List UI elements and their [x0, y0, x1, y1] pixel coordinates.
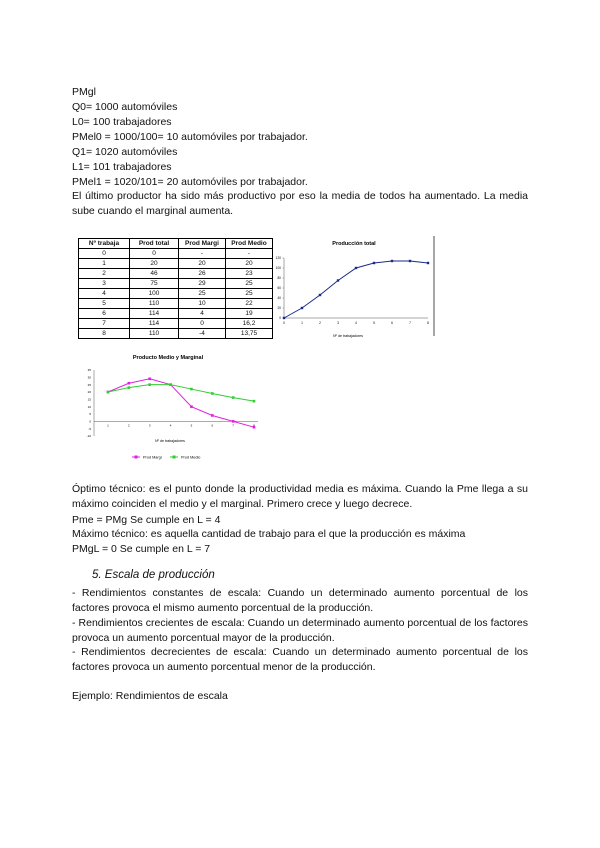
chart2-y-tick-label: 25 [87, 382, 91, 387]
chart1-y-tick-label: 40 [277, 296, 281, 301]
chart2-x-tick-label: 5 [190, 423, 193, 428]
chart2-x-tick-label: 2 [128, 423, 130, 428]
header-cell: Prod Medio [226, 239, 273, 249]
medio-point [232, 396, 235, 399]
table-cell: 6 [79, 309, 130, 319]
chart1-point [427, 262, 429, 264]
medio-marginal-chart [78, 350, 264, 468]
legend-medio-marker [173, 456, 176, 459]
marginal-point [211, 414, 214, 417]
chart2-y-tick-label: -10 [86, 434, 91, 439]
table-cell: 4 [179, 309, 226, 319]
table-cell: 3 [79, 279, 130, 289]
medio-point [211, 392, 214, 395]
table-cell: 46 [130, 269, 179, 279]
chart1-x-tick-label: 4 [355, 321, 357, 325]
table-cell: 1 [79, 259, 130, 269]
explanation-paragraph: El último productor ha sido más productivo por eso la media de todos ha aumentado. La media sube cuando el marginal aumenta. [72, 190, 528, 217]
chart2-legend [132, 456, 200, 460]
table-cell: 26 [179, 269, 226, 279]
chart2-y-tick-label: 20 [87, 390, 91, 395]
medio-point [128, 386, 131, 389]
chart1-title: Producción total [332, 241, 376, 247]
pmgl-label: PMgl [72, 86, 96, 98]
chart1-point [301, 307, 303, 309]
table-cell: 114 [130, 319, 179, 329]
table-cell: 100 [130, 289, 179, 299]
chart1-x-tick-label: 8 [427, 321, 429, 325]
table-row [79, 269, 273, 279]
chart1-x-tick-label: 2 [319, 321, 321, 325]
table-cell: - [179, 249, 226, 259]
table-cell: 110 [130, 299, 179, 309]
table-row [79, 329, 273, 339]
chart2-x-tick-label: 7 [232, 423, 234, 428]
l1-line: L1= 101 trabajadores [72, 161, 172, 173]
chart1-y-tick-label: 60 [277, 286, 281, 291]
chart1-x-tick-label: 6 [391, 321, 393, 325]
marginal-point [253, 426, 256, 429]
pmgl-zero-line: PMgL = 0 Se cumple en L = 7 [72, 543, 211, 555]
chart1-y-tick-label: 120 [275, 256, 281, 261]
ejemplo-line: Ejemplo: Rendimientos de escala [72, 690, 228, 702]
chart2-y-tick-label: 15 [87, 397, 91, 402]
table-row [79, 249, 273, 259]
marginal-point [232, 420, 235, 423]
legend-marginal-label: Prod Margi [143, 455, 162, 460]
production-table [78, 238, 273, 339]
chart1-y-tick-label: 0 [279, 316, 281, 321]
header-cell: Nº trabaja [79, 239, 130, 249]
chart2-title: Producto Medio y Marginal [132, 355, 204, 361]
chart2-x-tick-label: 1 [107, 423, 109, 428]
table-cell: 4 [79, 289, 130, 299]
pmel0-line: PMel0 = 1000/100= 10 automóviles por trabajador. [72, 131, 308, 143]
table-cell: 13,75 [226, 329, 273, 339]
table-cell: 75 [130, 279, 179, 289]
chart2-xlabel: Nº de trabajadores [155, 439, 185, 443]
table-cell: 0 [179, 319, 226, 329]
table-cell: 0 [79, 249, 130, 259]
total-production-chart [268, 232, 440, 340]
pmel1-line: PMel1 = 1020/101= 20 automóviles por trabajador. [72, 176, 308, 188]
table-cell: 114 [130, 309, 179, 319]
chart1-x-tick-label: 3 [337, 321, 339, 325]
chart2-y-tick-label: 5 [89, 412, 91, 417]
chart2-y-tick-label: 30 [87, 375, 91, 380]
legend-marginal-marker [135, 456, 138, 459]
marginal-point [190, 405, 193, 408]
chart1-y-tick-label: 100 [275, 266, 281, 271]
chart1-series-line [284, 261, 428, 318]
table-cell: 20 [130, 259, 179, 269]
chart1-x-tick-label: 0 [283, 321, 285, 325]
chart2-y-tick-label: 10 [87, 404, 91, 409]
table-row [79, 289, 273, 299]
chart1-point [373, 262, 375, 264]
chart1-point [355, 267, 357, 269]
medio-point [148, 383, 151, 386]
chart1-point [337, 279, 339, 281]
l0-line: L0= 100 trabajadores [72, 116, 172, 128]
medio-point [107, 391, 110, 394]
table-cell: 29 [179, 279, 226, 289]
chart1-xlabel: Nº de trabajadores [333, 334, 363, 338]
chart1-point [409, 260, 411, 262]
rendimientos-constantes: - Rendimientos constantes de escala: Cuando un determinado aumento porcentual de los factores provoca el mismo aumento porcentual de la producción. [72, 587, 528, 614]
section-heading: 5. Escala de producción [92, 569, 215, 581]
table-cell: 0 [130, 249, 179, 259]
medio-point [190, 388, 193, 391]
marginal-series-line [108, 379, 254, 427]
marginal-point [128, 382, 131, 385]
table-header-row [79, 239, 273, 249]
table-row [79, 279, 273, 289]
maximo-tecnico-line: Máximo técnico: es aquella cantidad de trabajo para el que la producción es máxima [72, 528, 466, 540]
pme-pmg-line: Pme = PMg Se cumple en L = 4 [72, 514, 221, 526]
table-cell: 22 [226, 299, 273, 309]
table-cell: 25 [226, 279, 273, 289]
table-cell: 2 [79, 269, 130, 279]
chart1-point [319, 294, 321, 296]
table-cell: 8 [79, 329, 130, 339]
legend-medio-label: Prod Medio [181, 455, 201, 460]
chart2-x-tick-label: 3 [148, 423, 151, 428]
rendimientos-crecientes: - Rendimientos crecientes de escala: Cuando un determinado aumento porcentual de los factores provoca un aumento porcentual mayor de la producción. [72, 617, 528, 644]
table-row [79, 299, 273, 309]
chart1-x-tick-label: 5 [373, 321, 375, 325]
table-cell: 110 [130, 329, 179, 339]
chart2-y-tick-label: 35 [87, 368, 91, 373]
chart2-x-tick-label: 4 [169, 423, 172, 428]
table-cell: 23 [226, 269, 273, 279]
chart1-y-tick-label: 20 [277, 306, 281, 311]
table-row [79, 259, 273, 269]
table-cell: 19 [226, 309, 273, 319]
medio-point [253, 400, 256, 403]
table-row [79, 309, 273, 319]
q1-line: Q1= 1020 automóviles [72, 146, 178, 158]
chart1-point [283, 317, 285, 319]
chart2-x-tick-label: 8 [253, 423, 255, 428]
table-cell: 10 [179, 299, 226, 309]
table-cell: 16,2 [226, 319, 273, 329]
table-cell: 25 [179, 289, 226, 299]
chart2-y-tick-label: 0 [89, 419, 91, 424]
q0-line: Q0= 1000 automóviles [72, 101, 178, 113]
medio-point [169, 383, 172, 386]
table-cell: 5 [79, 299, 130, 309]
chart1-y-tick-label: 80 [277, 276, 281, 281]
marginal-point [148, 378, 151, 381]
table-cell: 25 [226, 289, 273, 299]
table-cell: -4 [179, 329, 226, 339]
chart1-point [391, 260, 393, 262]
chart2-y-tick-label: -5 [88, 426, 91, 431]
chart1-x-tick-label: 1 [301, 321, 303, 325]
table-cell: 20 [226, 259, 273, 269]
table-cell: 20 [179, 259, 226, 269]
header-cell: Prod total [130, 239, 179, 249]
table-row [79, 319, 273, 329]
optimo-tecnico-paragraph: Óptimo técnico: es el punto donde la productividad media es máxima. Cuando la Pme llega a su máximo coinciden el medio y el marginal. Primero crece y luego decrece. [72, 483, 528, 510]
table-cell: 7 [79, 319, 130, 329]
chart2-x-tick-label: 6 [211, 423, 214, 428]
chart1-x-tick-label: 7 [409, 321, 411, 325]
table-cell: - [226, 249, 273, 259]
header-cell: Prod Margi [179, 239, 226, 249]
rendimientos-decrecientes: - Rendimientos decrecientes de escala: Cuando un determinado aumento porcentual de los factores provoca un aumento porcentual menor de la producción. [72, 646, 528, 673]
